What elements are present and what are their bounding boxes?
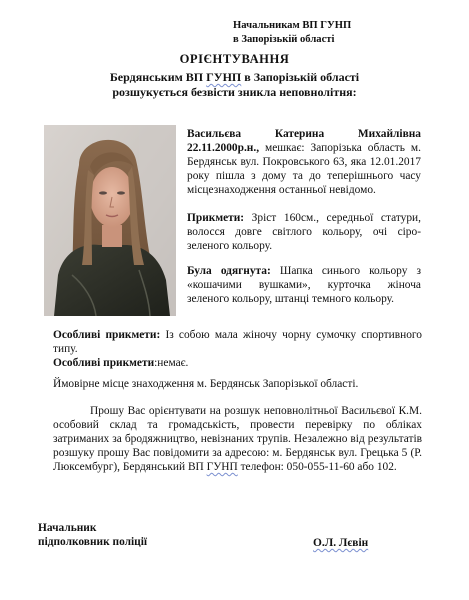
person-info	[187, 127, 421, 197]
subtitle-line-2: розшукується безвісти зникла неповнолітня:	[112, 85, 357, 99]
special-signs-paragraph-1	[53, 328, 422, 356]
request-paragraph	[53, 404, 422, 474]
subtitle-line-1	[40, 70, 429, 85]
special-signs-text-2: :немає.	[154, 357, 189, 369]
special-signs-text-1: Із собою мала жіночу чорну сумочку спортивного типу.	[53, 329, 422, 355]
subtitle-abbr: ГУНП	[206, 70, 242, 84]
signs-label: Прикмети:	[187, 212, 245, 224]
special-signs-label-1: Особливі прикмети:	[53, 329, 161, 341]
subtitle-suffix: в Запорізькій області	[241, 70, 360, 84]
special-signs-paragraph-2	[53, 356, 422, 370]
probable-location: Ймовірне місце знаходження м. Бердянськ Запорізької області.	[53, 378, 359, 390]
signatory-name: О.Л. Лєвін	[313, 537, 369, 549]
clothing-label: Була одягнута:	[187, 265, 271, 277]
signs-text: Зріст 160см., середньої статури, волосся довге світлого кольору, очі сіро-зеленого кольору.	[187, 212, 421, 252]
person-description: мешкає: Запорізька область м. Бердянськ вул. Покровського 63, яка 12.01.2017 року пішла з дому та до теперішнього часу місцезнаходження останньої невідомо.	[187, 142, 421, 196]
signatory-title	[38, 521, 147, 549]
subtitle-prefix: Бердянським ВП	[109, 70, 207, 84]
addressee-block	[233, 19, 433, 47]
addressee-line-1: Начальникам ВП ГУНП	[233, 20, 352, 31]
document-subtitle	[40, 70, 429, 100]
request-abbr: ГУНП	[206, 461, 238, 473]
request-text-1: Прошу Вас орієнтувати на розшук неповнолітньої Васильєвої К.М. особовий склад та громадськість, провести перевірку по обліках затриманих за бродяжництво, невізнаних трупів. Незалежно від результатів розшуку прошу Вас повідомити за адресою: м. Бердянськ вул. Грецька 5 (Р. Люксембург), Бердянський ВП	[53, 405, 422, 473]
signatory-position: Начальник	[38, 522, 97, 534]
missing-person-photo	[44, 125, 176, 316]
clothing-paragraph	[187, 264, 421, 306]
person-name: Васильєва Катерина Михайлівна	[187, 128, 421, 140]
request-text-2: телефон: 050-055-11-60 або 102.	[237, 461, 397, 473]
clothing-text: Шапка синього кольору з «кошачими вушками», курточка жіноча зеленого кольору, штанці темного кольору.	[187, 265, 421, 305]
signs-paragraph	[187, 211, 421, 253]
signatory-rank: підполковник поліції	[38, 536, 148, 548]
special-signs-label-2: Особливі прикмети	[53, 357, 155, 369]
addressee-line-2: в Запорізькій області	[233, 34, 335, 45]
document-title: ОРІЄНТУВАННЯ	[179, 52, 290, 66]
person-dob: 22.11.2000р.н.,	[187, 142, 260, 154]
